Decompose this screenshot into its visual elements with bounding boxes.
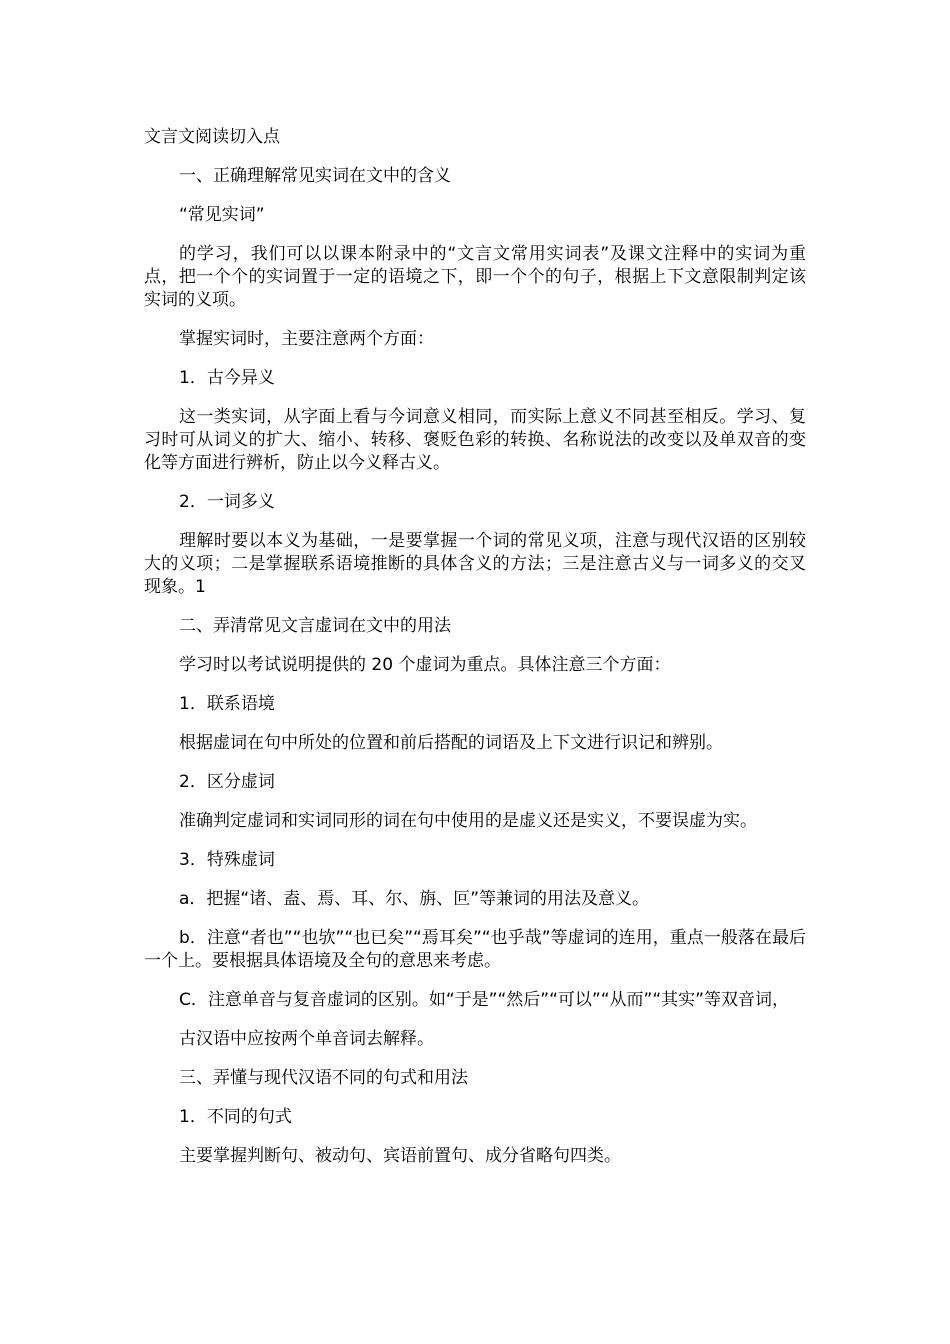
paragraph: 掌握实词时，主要注意两个方面： <box>179 329 434 349</box>
paragraph: 学习时以考试说明提供的 20 个虚词为重点。具体注意三个方面： <box>179 655 671 675</box>
paragraph: 主要掌握判断句、被动句、宾语前置句、成分省略句四类。 <box>179 1146 621 1166</box>
paragraph: 的学习，我们可以以课本附录中的“文言文常用实词表”及课文注释中的实词为重点，把一个个的实词置于一定的语境之下，即一个个的句子，根据上下文意限制判定该实词的义项。 <box>144 244 806 310</box>
paragraph: C．注意单音与复音虚词的区别。如“于是”“然后”“可以”“从而”“其实”等双音词， <box>179 990 789 1010</box>
paragraph: 根据虚词在句中所处的位置和前后搭配的词语及上下文进行识记和辨别。 <box>179 733 723 753</box>
paragraph: “常见实词” <box>179 205 265 225</box>
document-title: 文言文阅读切入点 <box>144 127 280 147</box>
subheading: 2．区分虚词 <box>179 772 275 792</box>
section-heading-1: 一、正确理解常见实词在文中的含义 <box>179 166 451 186</box>
subheading: 2．一词多义 <box>179 492 275 512</box>
paragraph: 古汉语中应按两个单音词去解释。 <box>179 1029 434 1049</box>
paragraph: 这一类实词，从字面上看与今词意义相同，而实际上意义不同甚至相反。学习、复习时可从词义的扩大、缩小、转移、褒贬色彩的转换、名称说法的改变以及单双音的变化等方面进行辨析，防止以今义释古义。 <box>144 407 806 473</box>
paragraph: 理解时要以本义为基础，一是要掌握一个词的常见义项，注意与现代汉语的区别较大的义项；二是掌握联系语境推断的具体含义的方法；三是注意古义与一词多义的交叉现象。1 <box>144 531 806 597</box>
paragraph: a．把握“诸、盍、焉、耳、尔、旃、叵”等兼词的用法及意义。 <box>179 889 650 909</box>
document-body <box>144 126 806 1184</box>
subheading: 1．古今异义 <box>179 368 275 388</box>
section-heading-3: 三、弄懂与现代汉语不同的句式和用法 <box>179 1068 468 1088</box>
paragraph: b．注意“者也”“也欤”“也已矣”“焉耳矣”“也乎哉”等虚词的连用，重点一般落在最后一个上。要根据具体语境及全句的意思来考虑。 <box>144 928 806 971</box>
paragraph: 准确判定虚词和实词同形的词在句中使用的是虚义还是实义，不要误虚为实。 <box>179 811 757 831</box>
subheading: 3．特殊虚词 <box>179 850 275 870</box>
section-heading-2: 二、弄清常见文言虚词在文中的用法 <box>179 616 451 636</box>
subheading: 1．不同的句式 <box>179 1107 292 1127</box>
subheading: 1．联系语境 <box>179 694 275 714</box>
